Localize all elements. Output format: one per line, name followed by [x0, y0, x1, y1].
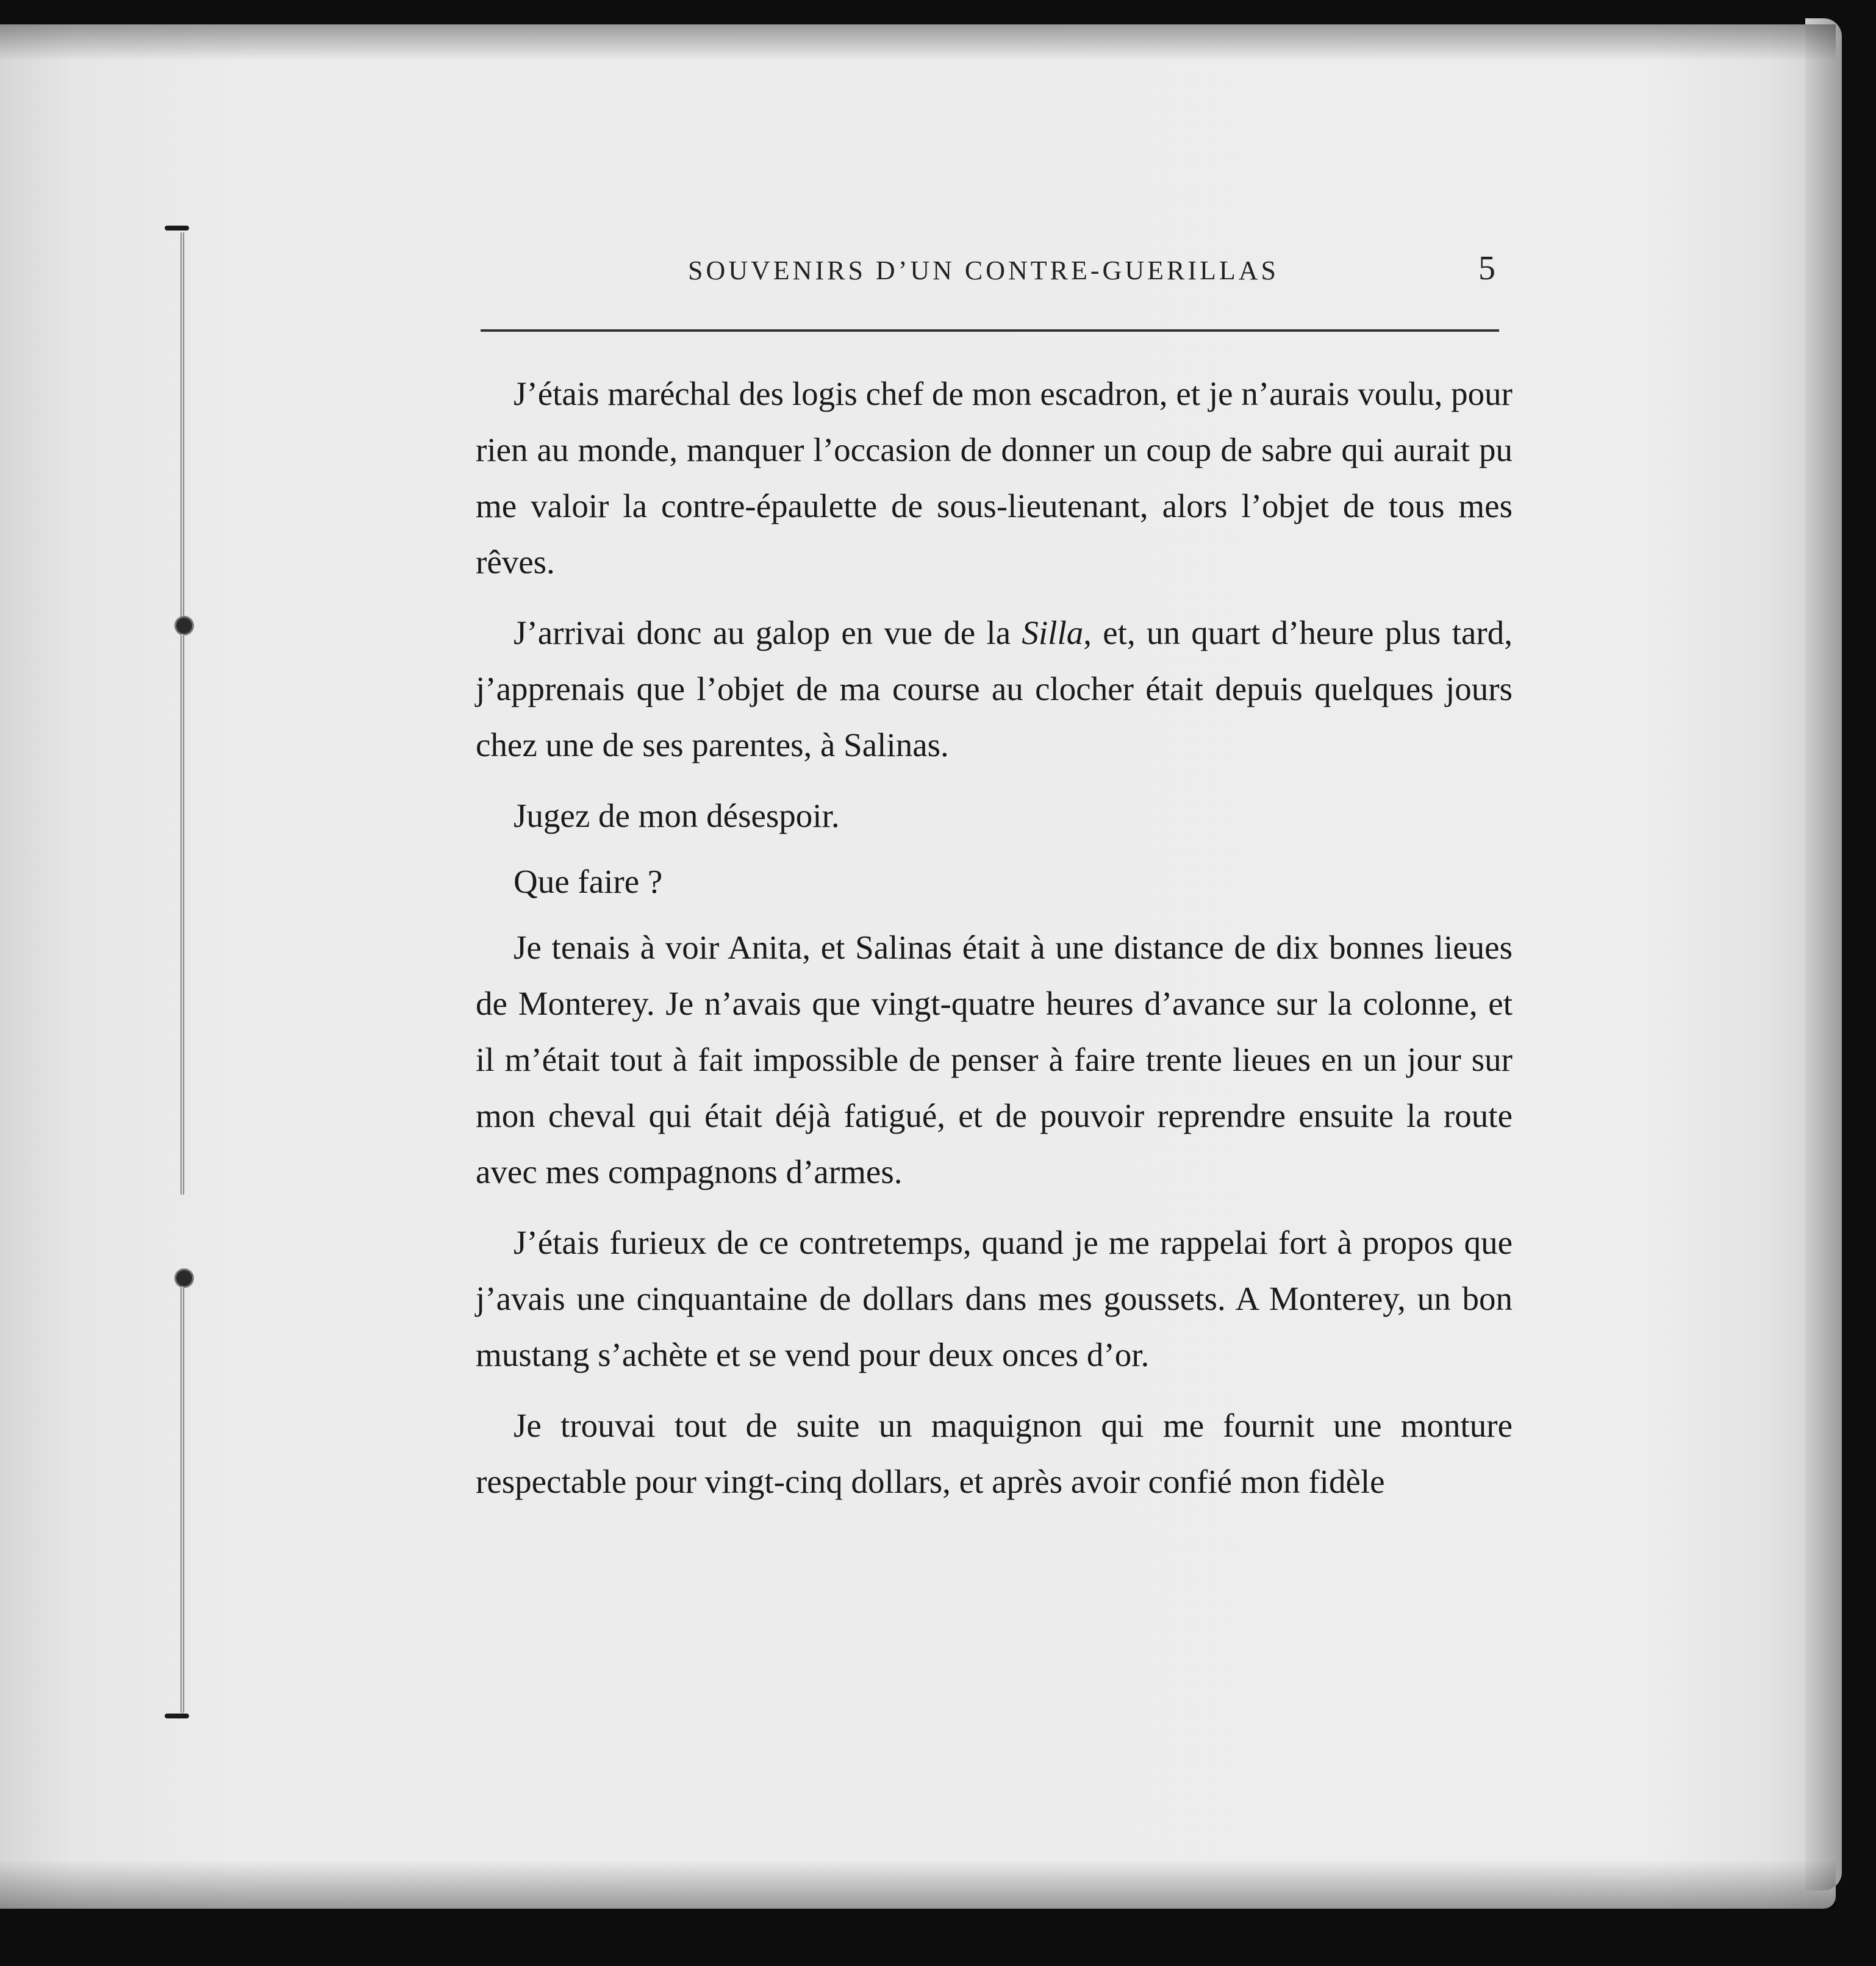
binding-thread-segment [181, 634, 184, 1195]
paragraph [476, 605, 1513, 773]
binding-stitch-bottom [165, 1714, 189, 1718]
binding-knot [174, 1268, 194, 1288]
header-rule [481, 329, 1499, 332]
italic-place-name: Silla [1022, 614, 1084, 651]
binding-knot [174, 616, 194, 635]
paragraph-text: , et, un quart d’heure plus tard, j’apprenais que l’objet de ma course au clocher était depuis quelques jours chez une de ses parentes, à Salinas. [476, 614, 1513, 763]
binding-stitch-top [165, 226, 189, 231]
page-edge [1805, 18, 1842, 1890]
paragraph: Je tenais à voir Anita, et Salinas était à une distance de dix bonnes lieues de Monterey. Je n’avais que vingt-quatre heures d’avance sur la colonne, et il m’était tout à fait impossible de penser à faire trente lieues en un jour sur mon cheval qui était déjà fatigué, et de pouvoir reprendre ensuite la route avec mes compagnons d’armes. [476, 929, 1513, 1190]
binding-thread-segment [181, 1287, 184, 1714]
paragraph: Que faire ? [514, 863, 663, 900]
paragraph: J’étais maréchal des logis chef de mon escadron, et je n’aurais voulu, pour rien au monde, manquer l’occasion de donner un coup de sabre qui aurait pu me valoir la contre-épaulette de sous-lieutenant, alors l’objet de tous mes rêves. [476, 375, 1513, 581]
bottom-shadow [0, 1860, 1836, 1909]
top-shadow [0, 24, 1836, 61]
running-head: SOUVENIRS D’UN CONTRE-GUERILLAS [688, 256, 1279, 285]
paragraph: J’étais furieux de ce contretemps, quand je me rappelai fort à propos que j’avais une cinquantaine de dollars dans mes goussets. A Monterey, un bon mustang s’achète et se vend pour deux onces d’or. [476, 1224, 1513, 1373]
body-text [476, 366, 1513, 1525]
binding-thread [165, 226, 201, 1726]
page-number: 5 [1478, 249, 1495, 287]
paragraph: Je trouvai tout de suite un maquignon qui me fournit une monture respectable pour vingt-cinq dollars, et après avoir confié mon fidèle [476, 1407, 1513, 1500]
paragraph-text: J’arrivai donc au galop en vue de la [514, 614, 1022, 651]
binding-thread-segment [181, 232, 184, 622]
paragraph: Jugez de mon désespoir. [514, 797, 840, 834]
